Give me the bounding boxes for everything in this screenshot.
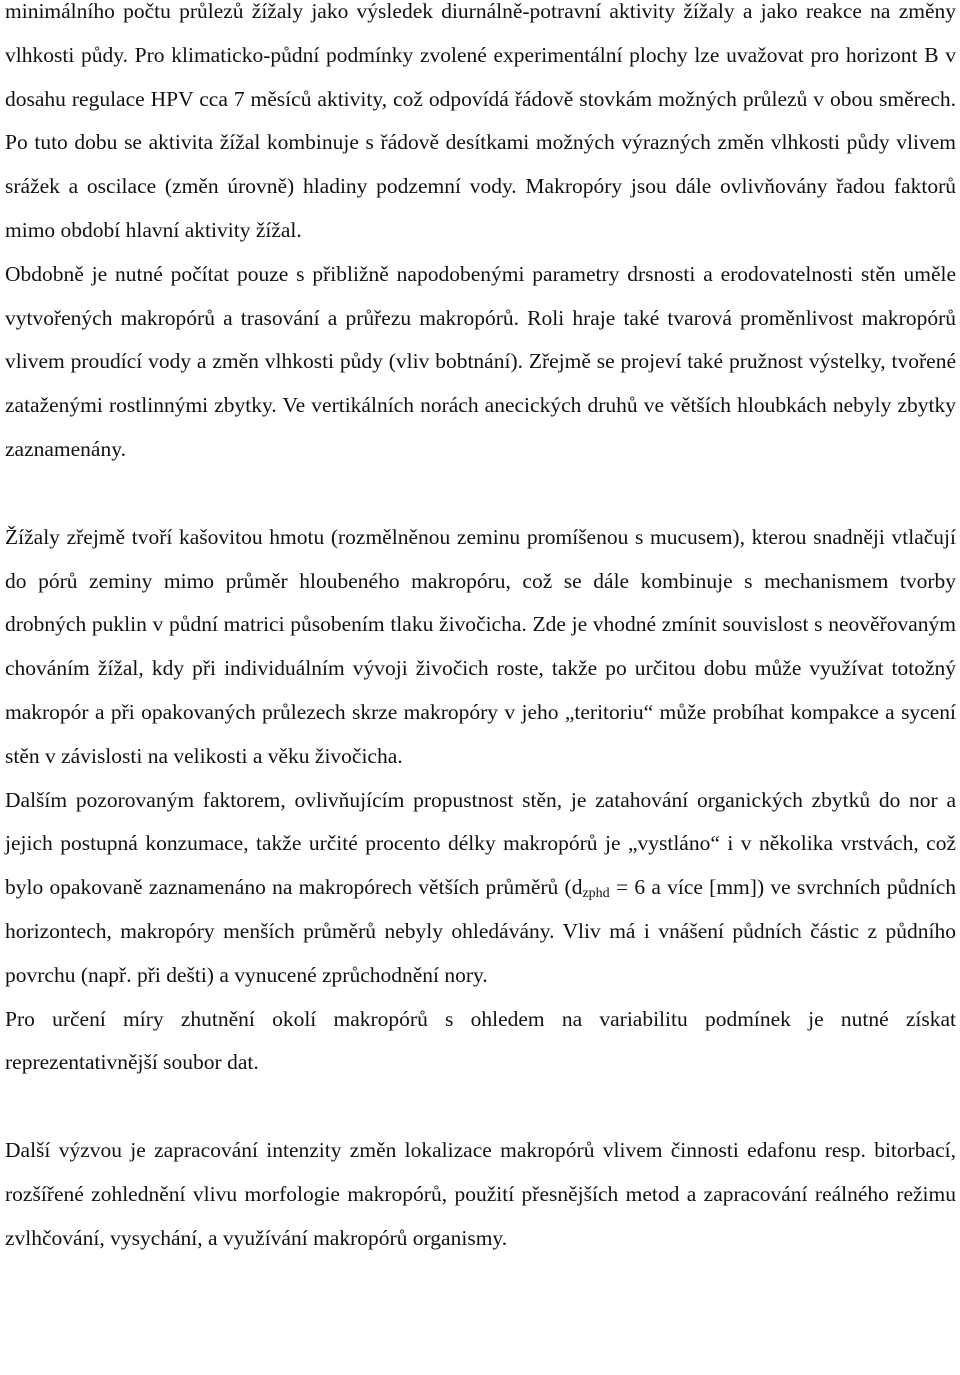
paragraph-earthworm-mass: Žížaly zřejmě tvoří kašovitou hmotu (rozmělněnou zeminu promíšenou s mucusem), kterou snadněji vtlačují do pórů zeminy mimo průměr hloubeného makropóru, což se dále kombinuje s mechanismem tvorby drobných puklin v půdní matrici působením tlaku živočicha. Zde je vhodné zmínit souvislost s neověřovaným chováním žížal, kdy při individuálním vývoji živočich roste, takže po určitou dobu může využívat totožný makropór a při opakovaných průlezech skrze makropóry v jeho „teritoriu“ může probíhat kompakce a sycení stěn v závislosti na velikosti a věku živočicha.: [5, 524, 956, 768]
paragraph-data-need: Pro určení míry zhutnění okolí makropórů s ohledem na variabilitu podmínek je nutné získat reprezentativnější soubor dat.: [5, 1006, 956, 1075]
paragraph-organic-residues: [5, 779, 956, 998]
paragraph-text-start: Dalším pozorovaným faktorem, ovlivňujícím propustnost stěn, je zatahování organických zbytků do nor a jejich postupná konzumace, takže určité procento délky makropórů je „vystláno“ i v několika vrstvách, což bylo opakovaně zaznamenáno na makropórech větších průměrů (d: [5, 787, 956, 900]
paragraph-earthworm-activity: minimálního počtu průlezů žížaly jako výsledek diurnálně-potravní aktivity žížaly a jako reakce na změny vlhkosti půdy. Pro klimaticko-půdní podmínky zvolené experimentální plochy lze uvažovat pro horizont B v dosahu regulace HPV cca 7 měsíců aktivity, což odpovídá řádově stovkám možných průlezů v obou směrech. Po tuto dobu se aktivita žížal kombinuje s řádově desítkami možných výrazných změn vlhkosti půdy vlivem srážek a oscilace (změn úrovně) hladiny podzemní vody. Makropóry jsou dále ovlivňovány řadou faktorů mimo období hlavní aktivity žížal.: [5, 0, 956, 242]
diameter-subscript: zphd: [582, 886, 610, 902]
paragraph-further-challenge: Další výzvou je zapracování intenzity změn lokalizace makropórů vlivem činnosti edafonu resp. bitorbací, rozšířené zohlednění vlivu morfologie makropórů, použití přesnějších metod a zapracování reálného režimu zvlhčování, vysychání, a využívání makropórů organismy.: [5, 1138, 956, 1250]
document-page: [5, 0, 956, 1261]
paragraph-text-end: = 6 a více [mm]) ve svrchních půdních horizontech, makropóry menších průměrů nebyly ohledávány. Vliv má i vnášení půdních částic z půdního povrchu (např. při dešti) a vynucené zprůchodnění nory.: [5, 875, 957, 987]
paragraph-wall-roughness: Obdobně je nutné počítat pouze s přibližně napodobenými parametry drsnosti a erodovatelnosti stěn uměle vytvořených makropórů a trasování a průřezu makropórů. Roli hraje také tvarová proměnlivost makropórů vlivem proudící vody a změn vlhkosti půdy (vliv bobtnání). Zřejmě se projeví také pružnost výstelky, tvořené zataženými rostlinnými zbytky. Ve vertikálních norách anecických druhů ve větších hloubkách nebyly zbytky zaznamenány.: [5, 261, 956, 461]
